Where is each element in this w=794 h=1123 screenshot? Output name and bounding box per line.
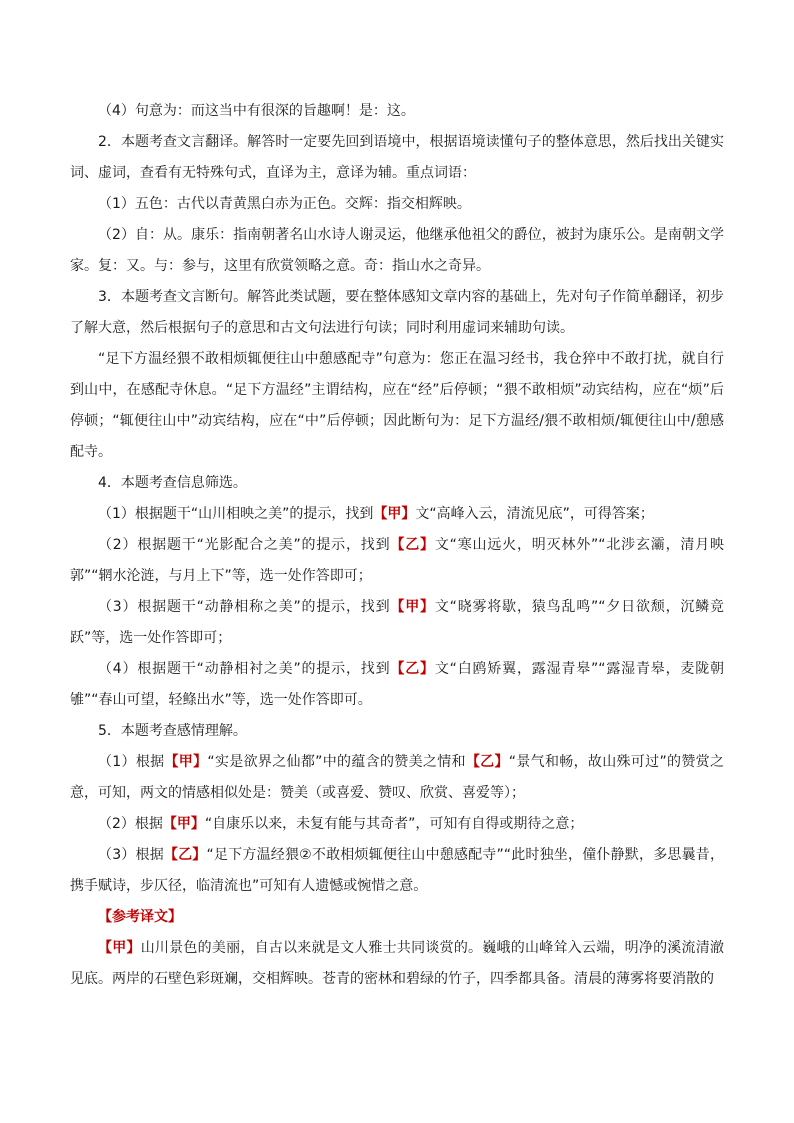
paragraph-p15 — [70, 840, 724, 902]
highlight-marker: 【甲】 — [373, 506, 416, 522]
paragraph-p7 — [70, 468, 724, 499]
paragraph-p17 — [70, 933, 724, 995]
text-segment: （4）根据题干“动静相衬之美”的提示，找到 — [98, 661, 391, 677]
text-segment: （1）根据 — [98, 754, 165, 770]
highlight-marker: 【参考译文】 — [98, 909, 182, 925]
text-segment: （3）根据题干“动静相称之美”的提示，找到 — [98, 599, 391, 615]
paragraph-p8 — [70, 499, 724, 530]
paragraph-p13 — [70, 747, 724, 809]
text-segment: （2）根据 — [98, 816, 163, 832]
paragraph-p9 — [70, 530, 724, 592]
text-segment: 4．本题考查信息筛选。 — [98, 475, 247, 491]
paragraph-p2 — [70, 127, 724, 189]
text-segment: “景气和畅，故山殊可过”的赞赏之意，可知，两文的情感相似处是：赞美（或喜爱、赞叹、欣赏、喜爱等）； — [70, 754, 724, 801]
text-segment: 3．本题考查文言断句。解答此类试题，要在整体感知文章内容的基础上，先对句子作简单翻译，初步了解大意，然后根据句子的意思和古文句法进行句读；同时利用虚词来辅助句读。 — [70, 289, 724, 336]
text-segment: “足下方温经猥不敢相烦辄便往山中憩感配寺”句意为：您正在温习经书，我仓猝中不敢打扰，就自行到山中，在感配寺休息。“足下方温经”主谓结构，应在“经”后停顿；“猥不敢相烦”动宾结构，应在“烦”后停顿；“辄便往山中”动宾结构，应在“中”后停顿；因此断句为：足下方温经/猥不敢相烦/辄便往山中/憩感配寺。 — [70, 351, 724, 460]
highlight-marker: 【乙】 — [465, 754, 509, 770]
text-segment: （1）根据题干“山川相映之美”的提示，找到 — [98, 506, 374, 522]
paragraph-p12 — [70, 716, 724, 747]
text-segment: 2．本题考查文言翻译。解答时一定要先回到语境中，根据语境读懂句子的整体意思，然后找出关键实词、虚词，查看有无特殊句式，直译为主，意译为辅。重点词语： — [70, 134, 724, 181]
text-segment: 文“晓雾将歇，猿鸟乱鸣”“夕日欲颓，沉鳞竞跃”等，选一处作答即可； — [70, 599, 724, 646]
paragraph-p1 — [70, 96, 724, 127]
paragraph-p10 — [70, 592, 724, 654]
text-segment: “自康乐以来，未复有能与其奇者”，可知有自得或期待之意； — [204, 816, 584, 832]
text-segment: 文“高峰入云，清流见底”，可得答案； — [415, 506, 654, 522]
paragraph-p6 — [70, 344, 724, 468]
paragraph-p4 — [70, 220, 724, 282]
text-segment: （1）五色：古代以青黄黑白赤为正色。交辉：指交相辉映。 — [98, 196, 471, 212]
text-segment: 文“白鸥矫翼，露湿青皋”“露湿青皋，麦陇朝雊”“春山可望，轻鲦出水”等，选一处作答即可。 — [70, 661, 724, 708]
text-segment: 文“寒山远火，明灭林外”“北涉玄灞，清月映郭”“辋水沦涟，与月上下”等，选一处作答即可； — [70, 537, 724, 584]
text-segment: （3）根据 — [98, 847, 164, 863]
text-segment: （2）根据题干“光影配合之美”的提示，找到 — [98, 537, 391, 553]
paragraph-p5 — [70, 282, 724, 344]
text-segment: 5．本题考查感情理解。 — [98, 723, 247, 739]
text-segment: （2）自：从。康乐：指南朝著名山水诗人谢灵运，他继承他祖父的爵位，被封为康乐公。是南朝文学家。复：又。与：参与，这里有欣赏领略之意。奇：指山水之奇异。 — [70, 227, 724, 274]
document-body — [70, 96, 724, 995]
highlight-marker: 【甲】 — [98, 940, 141, 956]
paragraph-p11 — [70, 654, 724, 716]
text-segment: “实是欲界之仙都”中的蕴含的赞美之情和 — [207, 754, 466, 770]
highlight-marker: 【乙】 — [163, 847, 207, 863]
highlight-marker: 【乙】 — [390, 661, 435, 677]
highlight-marker: 【甲】 — [162, 816, 205, 832]
highlight-marker: 【乙】 — [390, 537, 435, 553]
text-segment: （4）句意为：而这当中有很深的旨趣啊！是：这。 — [98, 103, 415, 119]
highlight-marker: 【甲】 — [164, 754, 208, 770]
paragraph-p16 — [70, 902, 724, 933]
text-segment: “足下方温经猥②不敢相烦辄便往山中憩感配寺”“此时独坐，僮仆静默，多思曩昔，携手赋诗，步仄径，临清流也”可知有人遗憾或惋惜之意。 — [70, 847, 724, 894]
paragraph-p3 — [70, 189, 724, 220]
paragraph-p14 — [70, 809, 724, 840]
highlight-marker: 【甲】 — [390, 599, 435, 615]
text-segment: 山川景色的美丽，自古以来就是文人雅士共同谈赏的。巍峨的山峰耸入云端，明净的溪流清澈见底。两岸的石壁色彩斑斓，交相辉映。苍青的密林和碧绿的竹子，四季都具备。清晨的薄雾将要消散的 — [70, 940, 725, 987]
